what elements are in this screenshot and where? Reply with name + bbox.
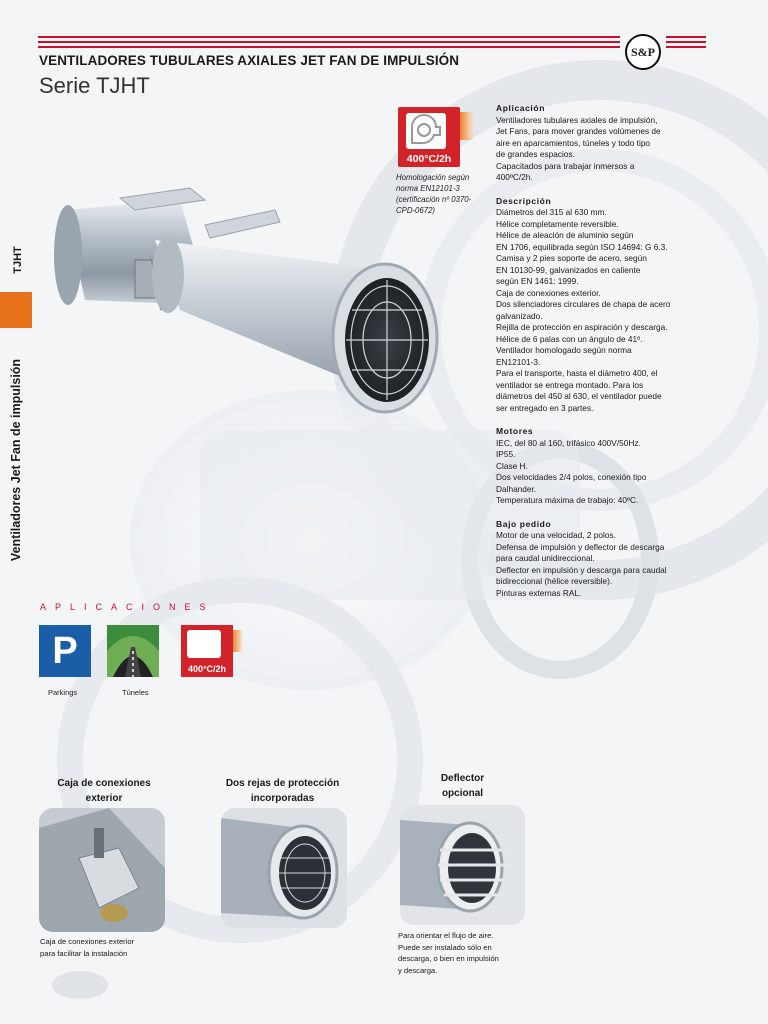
spec-line: aire en aparcamientos, túneles y todo tipo [496, 137, 651, 148]
jet-fan-image [40, 180, 460, 450]
feature-caption-line: y descarga. [398, 965, 438, 975]
certification-badge-accent [458, 112, 474, 140]
tunnel-icon [107, 625, 159, 677]
feature-caption-line: Caja de conexiones exterior [40, 937, 135, 946]
spec-descripcion [496, 196, 706, 415]
spec-line: EN12101-3. [496, 356, 541, 367]
spec-line: para caudal unidireccional. [496, 553, 595, 563]
deflector-photo [400, 805, 525, 925]
certification-icon-text: 400°C/2h [187, 664, 227, 674]
spec-motores [496, 426, 706, 507]
side-tab-code-text: TJHT [12, 246, 24, 274]
spec-heading-descripcion: Descripción [496, 195, 552, 206]
spec-line: Para el transporte, hasta el diámetro 400, el [496, 368, 658, 378]
feature-heading-line: Dos rejas de protección [225, 778, 340, 789]
side-tab-title [2, 330, 30, 590]
side-tab-code [6, 240, 30, 280]
fan-housing-icon [406, 113, 446, 149]
feature-caption-line: para facilitar la instalación [40, 948, 128, 958]
spec-line: Clase H. [496, 460, 528, 471]
spec-line: Hélice de 6 palas con un ángulo de 41º. [496, 333, 643, 344]
spec-aplicacion [496, 103, 706, 184]
feature-heading-grilles [210, 776, 355, 806]
side-tab-marker [0, 292, 32, 328]
feature-heading-line: incorporadas [250, 793, 315, 804]
certification-badge [398, 107, 460, 167]
header-rule-right [666, 36, 706, 50]
spec-line: Camisa y 2 pies soporte de acero, según [496, 253, 647, 263]
tunnel-label: Túneles [122, 688, 149, 697]
spec-line: EN 1706, equilibrada según ISO 14694: G 6.3. [496, 241, 668, 252]
spec-line: según EN 1461: 1999. [496, 276, 579, 286]
spec-line: Rejilla de protección en aspiración y descarga. [496, 322, 668, 332]
spec-line: Motor de una velocidad, 2 polos. [496, 530, 616, 540]
spec-line: Jet Fans, para mover grandes volúmenes de [496, 126, 661, 136]
feature-caption-deflector [398, 930, 518, 976]
spec-heading-aplicacion: Aplicación [496, 103, 545, 113]
feature-heading-line: exterior [85, 793, 123, 804]
spec-line: Dalhander. [496, 483, 537, 494]
parking-label: Parkings [48, 688, 78, 697]
parking-glyph: P [52, 630, 78, 672]
sp-logo [625, 34, 661, 70]
side-tab-title-text: Ventiladores Jet Fan de impulsión [9, 358, 23, 562]
connection-box-photo [39, 808, 165, 932]
spec-line: Capacitados para trabajar inmersos a [496, 160, 635, 171]
spec-line: ventilador se entrega montado. Para los [496, 379, 644, 390]
spec-line: Diámetros del 315 al 630 mm. [496, 207, 607, 217]
spec-bajo-pedido [496, 519, 706, 600]
spec-line: Deflector en impulsión y descarga para caudal [496, 564, 667, 575]
header-rule-left [38, 36, 620, 50]
spec-line: Dos silenciadores circulares de chapa de acero [496, 299, 671, 309]
spec-line: ser entregado en 3 partes. [496, 402, 594, 413]
spec-line: galvanizado. [496, 310, 543, 321]
spec-line: Hélice completamente reversible. [496, 218, 619, 229]
feature-caption-line: descarga, o bien en impulsión [398, 954, 499, 963]
spec-line: 400ºC/2h. [496, 172, 533, 182]
spec-line: Hélice de aleación de aluminio según [496, 230, 634, 240]
spec-line: Defensa de impulsión y deflector de descarga [496, 541, 665, 552]
feature-caption-line: Puede ser instalado sólo en [398, 942, 492, 952]
applications-title: APLICACIONES [40, 602, 215, 612]
spec-heading-motores: Motores [496, 426, 534, 436]
page-subtitle: Serie TJHT [39, 73, 150, 98]
certification-icon [181, 625, 233, 677]
protection-grilles-photo [221, 808, 347, 928]
page-title: VENTILADORES TUBULARES AXIALES JET FAN DE IMPULSIÓN [39, 53, 460, 68]
spec-line: IEC, del 80 al 160, trifásico 400V/50Hz. [496, 437, 641, 448]
spec-column [496, 103, 706, 611]
feature-caption-connection-box [40, 936, 180, 959]
feature-heading-line: opcional [441, 788, 484, 799]
logo-text: S&P [631, 44, 655, 59]
homologation-note: Homologación según norma EN12101-3 (certificación nº 0370-CPD-0672) [396, 173, 472, 215]
spec-line: Ventilador homologado según norma [496, 345, 632, 355]
spec-line: Pinturas externas RAL. [496, 587, 582, 598]
parking-icon [39, 625, 91, 677]
feature-heading-line: Caja de conexiones [57, 778, 151, 789]
spec-line: de grandes espacios. [496, 149, 575, 159]
spec-heading-bajo-pedido: Bajo pedido [496, 518, 552, 529]
feature-heading-deflector [420, 771, 505, 801]
spec-line: Dos velocidades 2/4 polos, conexión tipo [496, 472, 647, 482]
feature-heading-line: Deflector [440, 773, 485, 784]
feature-heading-connection-box [40, 776, 168, 806]
spec-line: Temperatura máxima de trabajo: 40ºC. [496, 495, 639, 505]
feature-caption-line: Para orientar el flujo de aire. [398, 931, 494, 940]
spec-line: Caja de conexiones exterior. [496, 287, 601, 298]
spec-line: bidireccional (hélice reversible). [496, 576, 613, 586]
spec-line: IP55. [496, 449, 516, 459]
spec-line: EN 10130-99, galvanizados en caliente [496, 264, 641, 275]
spec-line: diámetros del 450 al 630, el ventilador puede [496, 391, 662, 401]
spec-line: Ventiladores tubulares axiales de impulsión, [496, 114, 658, 125]
certification-badge-text: 400°C/2h [406, 153, 452, 165]
